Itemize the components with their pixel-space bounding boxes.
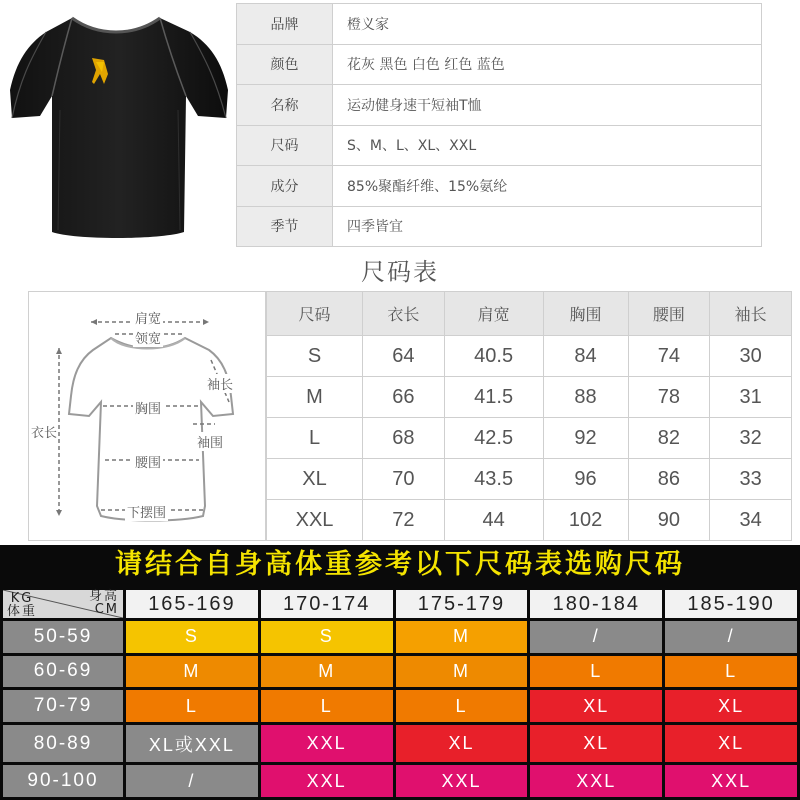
size-table-header-row: [267, 292, 792, 336]
recommended-size-cell: M: [261, 656, 393, 688]
product-spec-table: [236, 3, 762, 247]
column-header: 腰围: [628, 292, 710, 336]
spec-row: [237, 166, 762, 207]
size-chart-title: 尺码表: [361, 258, 439, 286]
size-row: [267, 336, 792, 377]
spec-row: [237, 85, 762, 126]
spec-row: [237, 206, 762, 247]
size-cell: 92: [543, 418, 628, 459]
size-table: [266, 291, 792, 541]
recommended-size-cell: XXL: [530, 765, 662, 797]
diagram-label-sleeve-length: 袖长: [207, 374, 233, 393]
recommended-size-cell: XL: [665, 725, 797, 762]
corner-height-text: 身高: [88, 589, 119, 604]
recommended-size-cell: M: [126, 656, 258, 688]
weight-row: [3, 765, 797, 797]
size-cell: 90: [628, 500, 710, 541]
weight-row: [3, 621, 797, 653]
column-header: 衣长: [363, 292, 445, 336]
weight-range-label: 70-79: [3, 690, 123, 722]
size-cell: S: [267, 336, 363, 377]
diagram-label-hem: 下摆围: [125, 502, 168, 521]
recommended-size-cell: S: [261, 621, 393, 653]
height-range-header: 165-169: [126, 590, 258, 618]
corner-height-label: [89, 590, 119, 616]
spec-row: [237, 125, 762, 166]
recommended-size-cell: XL: [665, 690, 797, 722]
spec-value: 85%聚酯纤维、15%氨纶: [333, 166, 762, 207]
size-cell: 34: [710, 500, 792, 541]
size-cell: 40.5: [444, 336, 543, 377]
spec-row: [237, 44, 762, 85]
size-cell: XXL: [267, 500, 363, 541]
height-range-header: 180-184: [530, 590, 662, 618]
column-header: 尺码: [267, 292, 363, 336]
size-cell: 96: [543, 459, 628, 500]
recommended-size-cell: XL或XXL: [126, 725, 258, 762]
height-range-header: 170-174: [261, 590, 393, 618]
size-cell: XL: [267, 459, 363, 500]
weight-row: [3, 656, 797, 688]
size-cell: 70: [363, 459, 445, 500]
size-cell: 78: [628, 377, 710, 418]
column-header: 胸围: [543, 292, 628, 336]
recommendation-banner: 请结合自身高体重参考以下尺码表选购尺码: [115, 549, 685, 580]
weight-range-label: 50-59: [3, 621, 123, 653]
corner-weight-label: [7, 592, 37, 618]
height-header-row: [3, 590, 797, 618]
size-cell: 64: [363, 336, 445, 377]
weight-range-label: 90-100: [3, 765, 123, 797]
recommended-size-cell: S: [126, 621, 258, 653]
size-cell: 88: [543, 377, 628, 418]
height-weight-table: [0, 587, 800, 800]
weight-row: [3, 690, 797, 722]
recommended-size-cell: /: [126, 765, 258, 797]
height-weight-chart: [0, 545, 800, 800]
corner-weight-text: 体重: [7, 604, 38, 619]
height-range-header: 175-179: [396, 590, 528, 618]
recommended-size-cell: XL: [530, 690, 662, 722]
recommended-size-cell: M: [396, 656, 528, 688]
size-cell: 44: [444, 500, 543, 541]
size-cell: 41.5: [444, 377, 543, 418]
spec-label: 成分: [237, 166, 333, 207]
spec-label: 名称: [237, 85, 333, 126]
column-header: 袖长: [710, 292, 792, 336]
column-header: 肩宽: [444, 292, 543, 336]
weight-row: [3, 725, 797, 762]
size-cell: 82: [628, 418, 710, 459]
recommended-size-cell: XXL: [665, 765, 797, 797]
recommended-size-cell: L: [665, 656, 797, 688]
spec-label: 品牌: [237, 4, 333, 45]
size-row: [267, 500, 792, 541]
diagram-label-length: 衣长: [31, 422, 57, 441]
size-cell: 33: [710, 459, 792, 500]
diagram-label-waist: 腰围: [133, 452, 163, 471]
diagram-label-shoulder: 肩宽: [133, 308, 163, 327]
size-cell: 66: [363, 377, 445, 418]
recommended-size-cell: L: [396, 690, 528, 722]
spec-value: S、M、L、XL、XXL: [333, 125, 762, 166]
recommended-size-cell: L: [261, 690, 393, 722]
recommended-size-cell: XXL: [396, 765, 528, 797]
recommended-size-cell: L: [126, 690, 258, 722]
recommended-size-cell: XL: [530, 725, 662, 762]
product-photo: [0, 0, 232, 250]
height-weight-body: [3, 621, 797, 797]
recommended-size-cell: XL: [396, 725, 528, 762]
size-cell: 32: [710, 418, 792, 459]
recommended-size-cell: XXL: [261, 725, 393, 762]
spec-value: 花灰 黑色 白色 红色 蓝色: [333, 44, 762, 85]
spec-value: 橙义家: [333, 4, 762, 45]
size-cell: 74: [628, 336, 710, 377]
diagram-label-collar: 领宽: [133, 328, 163, 347]
measurement-diagram: [28, 291, 266, 541]
spec-value: 运动健身速干短袖T恤: [333, 85, 762, 126]
recommended-size-cell: L: [530, 656, 662, 688]
diagram-label-sleeve-circ: 袖围: [197, 432, 223, 451]
diagram-label-chest: 胸围: [133, 398, 163, 417]
size-cell: 43.5: [444, 459, 543, 500]
size-cell: 84: [543, 336, 628, 377]
weight-range-label: 80-89: [3, 725, 123, 762]
size-row: [267, 377, 792, 418]
recommended-size-cell: XXL: [261, 765, 393, 797]
size-cell: L: [267, 418, 363, 459]
spec-value: 四季皆宜: [333, 206, 762, 247]
spec-label: 颜色: [237, 44, 333, 85]
size-cell: 102: [543, 500, 628, 541]
size-cell: M: [267, 377, 363, 418]
corner-header: [3, 590, 123, 618]
size-row: [267, 418, 792, 459]
spec-label: 尺码: [237, 125, 333, 166]
spec-row: [237, 4, 762, 45]
corner-weight-unit: KG: [10, 591, 34, 606]
spec-label: 季节: [237, 206, 333, 247]
size-cell: 86: [628, 459, 710, 500]
recommended-size-cell: /: [665, 621, 797, 653]
size-cell: 42.5: [444, 418, 543, 459]
recommended-size-cell: M: [396, 621, 528, 653]
size-row: [267, 459, 792, 500]
size-cell: 72: [363, 500, 445, 541]
recommended-size-cell: /: [530, 621, 662, 653]
corner-height-unit: CM: [94, 602, 119, 617]
weight-range-label: 60-69: [3, 656, 123, 688]
size-cell: 30: [710, 336, 792, 377]
size-cell: 68: [363, 418, 445, 459]
height-range-header: 185-190: [665, 590, 797, 618]
size-cell: 31: [710, 377, 792, 418]
